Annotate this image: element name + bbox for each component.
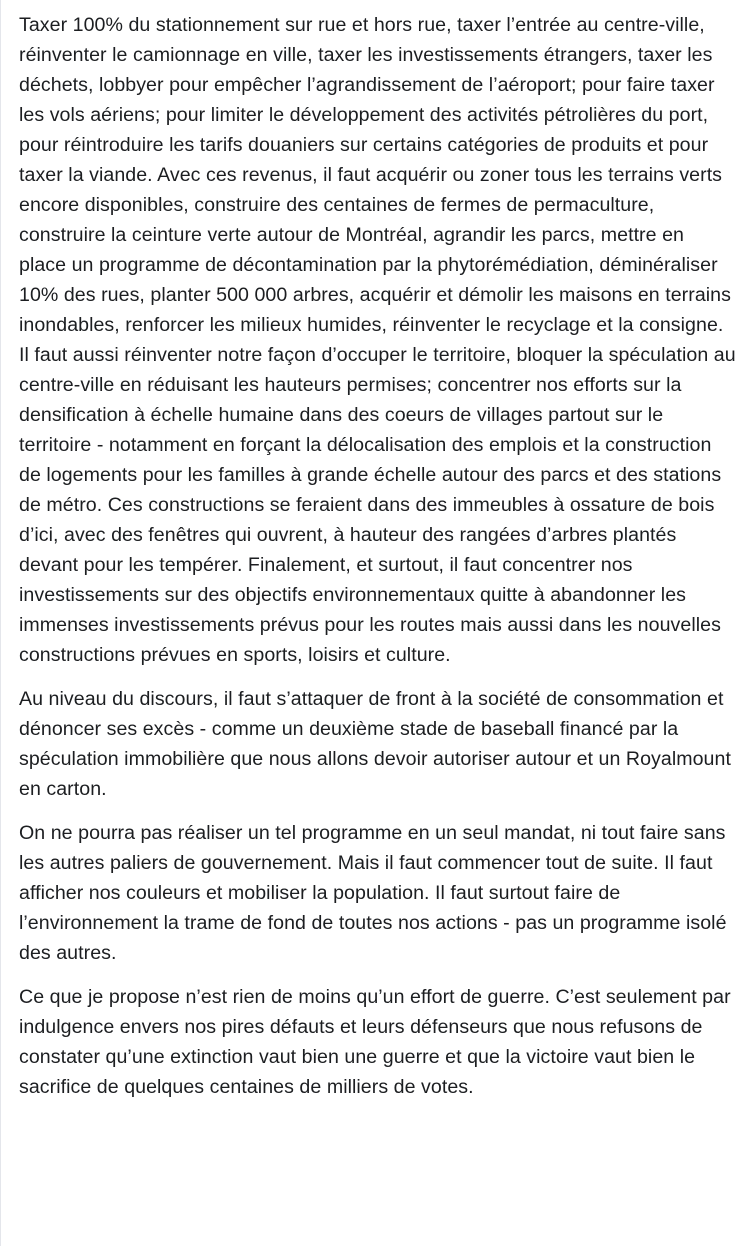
post-paragraph-4: Ce que je propose n’est rien de moins qu’un effort de guerre. C’est seulement par indulgence envers nos pires défauts et leurs défenseurs que nous refusons de constater qu’une extinction vaut bien une guerre et que la victoire vaut bien le sacrifice de quelques centaines de milliers de votes. — [19, 986, 731, 1098]
post-text — [19, 10, 736, 1102]
post-paragraph-3: On ne pourra pas réaliser un tel programme en un seul mandat, ni tout faire sans les autres paliers de gouvernement. Mais il faut commencer tout de suite. Il faut afficher nos couleurs et mobiliser la population. Il faut surtout faire de l’environnement la trame de fond de toutes nos actions - pas un programme isolé des autres. — [19, 822, 727, 964]
left-divider — [0, 0, 1, 1246]
post-paragraph-1: Taxer 100% du stationnement sur rue et hors rue, taxer l’entrée au centre-ville, réinventer le camionnage en ville, taxer les investissements étrangers, taxer les déchets, lobbyer pour empêcher l’agrandissement de l’aéroport; pour faire taxer les vols aériens; pour limiter le développement des activités pétrolières du port, pour réintroduire les tarifs douaniers sur certains catégories de produits et pour taxer la viande. Avec ces revenus, il faut acquérir ou zoner tous les terrains verts encore disponibles, construire des centaines de fermes de permaculture, construire la ceinture verte autour de Montréal, agrandir les parcs, mettre en place un programme de décontamination par la phytorémédiation, déminéraliser 10% des rues, planter 500 000 arbres, acquérir et démolir les maisons en terrains inondables, renforcer les milieux humides, réinventer le recyclage et la consigne. Il faut aussi réinventer notre façon d’occuper le territoire, bloquer la spéculation au centre-ville en réduisant les hauteurs permises; concentrer nos efforts sur la densification à échelle humaine dans des coeurs de villages partout sur le territoire - notamment en forçant la délocalisation des emplois et la construction de logements pour les familles à grande échelle autour des parcs et des stations de métro. Ces constructions se feraient dans des immeubles à ossature de bois d’ici, avec des fenêtres qui ouvrent, à hauteur des rangées d’arbres plantés devant pour les tempérer. Finalement, et surtout, il faut concentrer nos investissements sur des objectifs environnementaux quitte à abandonner les immenses investissements prévus pour les routes mais aussi dans les nouvelles constructions prévues en sports, loisirs et culture. — [19, 14, 736, 666]
post-paragraph-2: Au niveau du discours, il faut s’attaquer de front à la société de consommation et dénoncer ses excès - comme un deuxième stade de baseball financé par la spéculation immobilière que nous allons devoir autoriser autour et un Royalmount en carton. — [19, 688, 731, 800]
